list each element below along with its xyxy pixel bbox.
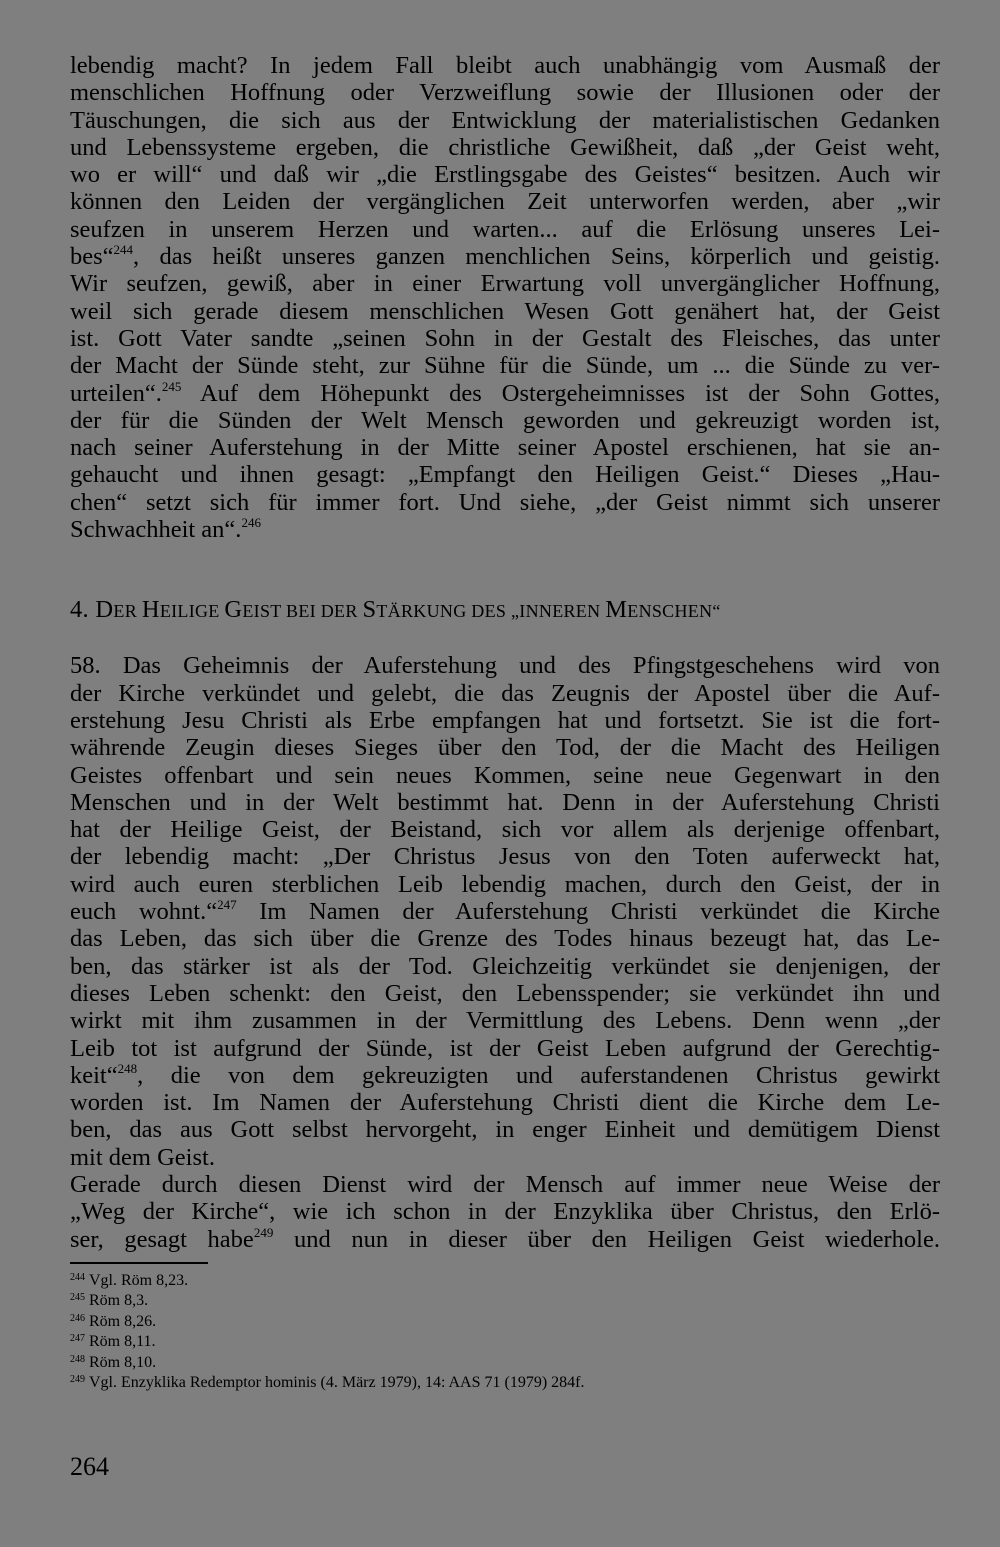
footnote-ref: 245 [161, 378, 182, 394]
section-heading: 4. DER HEILIGE GEIST BEI DER STÄRKUNG DES „INNEREN MENSCHEN“ [70, 596, 721, 624]
footnote-ref: 249 [253, 1224, 274, 1240]
footnote-item: $^{248}$ Röm 8,10. [70, 1353, 157, 1371]
paragraph-3 [70, 1171, 940, 1253]
footnote-item: $^{247}$ Röm 8,11. [70, 1333, 156, 1351]
footnote-item: $^{245}$ Röm 8,3. [70, 1292, 149, 1310]
text-line: hat der Heilige Geist, der Beistand, sich vor allem als derjenige offenbart, [70, 816, 940, 844]
text-line: und Lebenssysteme ergeben, die christliche Gewißheit, daß „der Geist weht, [70, 133, 940, 161]
text-line: „Weg der Kirche“, wie ich schon in der Enzyklika über Christus, den Erlö- [70, 1198, 940, 1226]
text-line: ben, das aus Gott selbst hervorgeht, in enger Einheit und demütigem Dienst [70, 1116, 940, 1144]
text-line: ben, das stärker ist als der Tod. Gleichzeitig verkündet sie denjenigen, der [70, 952, 940, 980]
text-line: urteilen“.$^{245}$ Auf dem Höhepunkt des Ostergeheimnisses ist der Sohn Gottes, [70, 378, 940, 407]
text-line: Menschen und in der Welt bestimmt hat. Denn in der Auferstehung Christi [70, 788, 940, 816]
text-line: nach seiner Auferstehung in der Mitte seiner Apostel erschienen, hat sie an- [70, 434, 940, 462]
text-line: können den Leiden der vergänglichen Zeit unterworfen werden, aber „wir [70, 188, 940, 216]
text-line: euch wohnt.“$^{247}$ Im Namen der Auferstehung Christi verkündet die Kirche [70, 897, 940, 926]
text-line: chen“ setzt sich für immer fort. Und siehe, „der Geist nimmt sich unserer [70, 488, 940, 516]
page-number: 264 [70, 1452, 109, 1481]
text-line: Wir seufzen, gewiß, aber in einer Erwartung voll unvergänglicher Hoffnung, [70, 270, 940, 298]
text-line: lebendig macht? In jedem Fall bleibt auch unabhängig vom Ausmaß der [70, 52, 940, 79]
page-body [70, 52, 940, 1394]
text-line: Leib tot ist aufgrund der Sünde, ist der Geist Leben aufgrund der Gerechtig- [70, 1034, 940, 1062]
text-line: Täuschungen, die sich aus der Entwicklung der materialistischen Gedanken [70, 106, 940, 134]
text-line: keit“$^{248}$, die von dem gekreuzigten und auferstandenen Christus gewirkt [70, 1060, 940, 1089]
text-line: gehaucht und ihnen gesagt: „Empfangt den Heiligen Geist.“ Dieses „Hau- [70, 461, 940, 489]
text-line: dieses Leben schenkt: den Geist, den Lebensspender; sie verkündet ihn und [70, 979, 940, 1007]
text-line: mit dem Geist. [70, 1143, 215, 1171]
footnote-item: $^{246}$ Röm 8,26. [70, 1312, 157, 1330]
text-line: das Leben, das sich über die Grenze des Todes hinaus bezeugt hat, das Le- [70, 925, 940, 953]
text-line: erstehung Jesu Christi als Erbe empfangen hat und fortsetzt. Sie ist die fort- [70, 706, 940, 734]
text-line: bes“$^{244}$, das heißt unseres ganzen menchlichen Seins, körperlich und geistig. [70, 242, 940, 271]
text-line: worden ist. Im Namen der Auferstehung Christi dient die Kirche dem Le- [70, 1089, 940, 1117]
footnotes [70, 1271, 940, 1394]
footnote-ref: 248 [117, 1060, 138, 1076]
text-line: wird auch euren sterblichen Leib lebendig machen, durch den Geist, der in [70, 870, 940, 898]
footnote-ref: 247 [217, 897, 237, 913]
text-line: der Macht der Sünde steht, zur Sühne für die Sünde, um ... die Sünde zu ver- [70, 352, 940, 380]
text-line: menschlichen Hoffnung oder Verzweiflung sowie der Illusionen oder der [70, 79, 940, 107]
text-line: der Kirche verkündet und gelebt, die das Zeugnis der Apostel über die Auf- [70, 679, 940, 707]
text-line: ist. Gott Vater sandte „seinen Sohn in der Gestalt des Fleisches, das unter [70, 324, 940, 352]
paragraph-1 [70, 52, 940, 543]
text-line: währende Zeugin dieses Sieges über den Tod, der die Macht des Heiligen [70, 734, 940, 762]
text-line: wo er will“ und daß wir „die Erstlingsgabe des Geistes“ besitzen. Auch wir [70, 161, 940, 189]
footnote-ref: 244 [113, 242, 134, 258]
paragraph-2 [70, 652, 940, 1171]
text-line: ser, gesagt habe$^{249}$ und nun in dieser über den Heiligen Geist wiederhole. [70, 1224, 940, 1253]
text-line: der lebendig macht: „Der Christus Jesus von den Toten auferweckt hat, [70, 843, 940, 871]
text-line: 58. Das Geheimnis der Auferstehung und des Pfingstgeschehens wird von [70, 652, 940, 680]
text-line: Schwachheit an“.$^{246}$ [70, 515, 261, 544]
text-line: weil sich gerade diesem menschlichen Wesen Gott genähert hat, der Geist [70, 297, 940, 325]
text-line: der für die Sünden der Welt Mensch geworden und gekreuzigt worden ist, [70, 406, 940, 434]
text-line: Gerade durch diesen Dienst wird der Mensch auf immer neue Weise der [70, 1170, 940, 1198]
text-line: seufzen in unserem Herzen und warten... auf die Erlösung unseres Lei- [70, 215, 940, 243]
text-line: Geistes offenbart und sein neues Kommen, seine neue Gegenwart in den [70, 761, 940, 789]
text-line: wirkt mit ihm zusammen in der Vermittlung des Lebens. Denn wenn „der [70, 1007, 940, 1035]
footnote-item: $^{249}$ Vgl. Enzyklika Redemptor hominis (4. März 1979), 14: AAS 71 (1979) 284f. [70, 1374, 585, 1392]
footnote-item: $^{244}$ Vgl. Röm 8,23. [70, 1271, 189, 1289]
footnote-ref: 246 [241, 515, 261, 531]
footnote-divider [70, 1262, 208, 1264]
